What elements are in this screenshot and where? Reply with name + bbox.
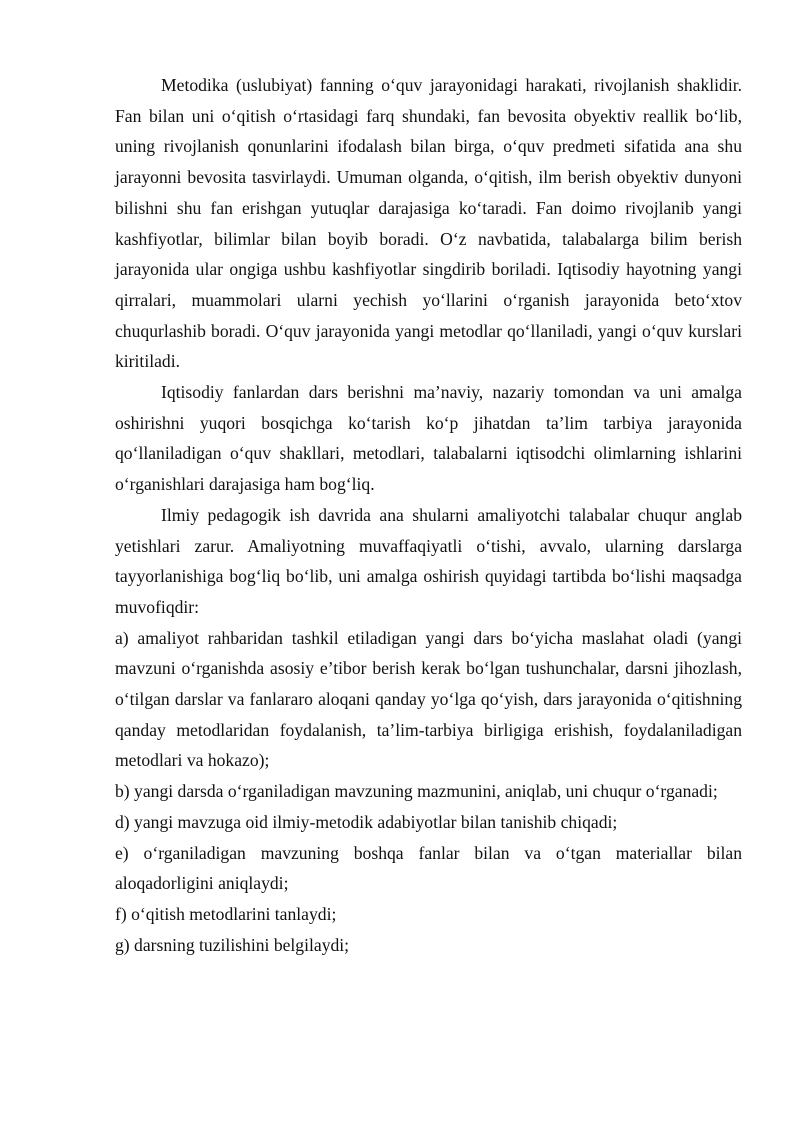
list-item-g: g) darsning tuzilishini belgilaydi;: [115, 934, 350, 955]
list-item-a: a) amaliyot rahbaridan tashkil etiladigan yangi dars bo‘yicha maslahat oladi (yangi mavzuni o‘rganishda asosiy e’tibor berish kerak bo‘lgan tushunchalar, darsni jihozlash, o‘tilgan darslar va fanlararo aloqani qanday yo‘lga qo‘yish, dars jarayonida o‘qitishning qanday metodlaridan foydalanish, ta’lim-tarbiya birligiga erishish, foydalaniladigan metodlari va hokazo);: [115, 627, 742, 771]
paragraph-methodology: Metodika (uslubiyat) fanning o‘quv jarayonidagi harakati, rivojlanish shaklidir. Fan bilan uni o‘qitish o‘rtasidagi farq shundaki, fan bevosita obyektiv reallik bo‘lib, uning rivojlanish qonunlarini ifodalash bilan birga, o‘quv predmeti sifatida ana shu jarayonni bevosita tasvirlaydi. Umuman olganda, o‘qitish, ilm berish obyektiv dunyoni bilishni shu fan erishgan yutuqlar darajasiga ko‘taradi. Fan doimo rivojlanib yangi kashfiyotlar, bilimlar bilan boyib boradi. O‘z navbatida, talabalarga bilim berish jarayonida ular ongiga ushbu kashfiyotlar singdirib boriladi. Iqtisodiy hayotning yangi qirralari, muammolari ularni yechish yo‘llarini o‘rganish jarayonida beto‘xtov chuqurlashib boradi. O‘quv jarayonida yangi metodlar qo‘llaniladi, yangi o‘quv kurslari kiritiladi.: [115, 75, 742, 372]
document-page: [115, 70, 742, 960]
list-item-f: f) o‘qitish metodlarini tanlaydi;: [115, 903, 337, 924]
paragraph-scientific-pedagogical: Ilmiy pedagogik ish davrida ana shularni amaliyotchi talabalar chuqur anglab yetishlari zarur. Amaliyotning muvaffaqiyatli o‘tishi, avvalo, ularning darslarga tayyorlanishiga bog‘liq bo‘lib, uni amalga oshirish quyidagi tartibda bo‘lishi maqsadga muvofiqdir:: [115, 504, 742, 617]
list-item-b: b) yangi darsda o‘rganiladigan mavzuning mazmunini, aniqlab, uni chuqur o‘rganadi;: [115, 781, 718, 802]
list-item-e: e) o‘rganiladigan mavzuning boshqa fanlar bilan va o‘tgan materiallar bilan aloqadorligini aniqlaydi;: [115, 842, 742, 894]
paragraph-economic-subjects: Iqtisodiy fanlardan dars berishni ma’naviy, nazariy tomondan va uni amalga oshirishni yuqori bosqichga ko‘tarish ko‘p jihatdan ta’lim tarbiya jarayonida qo‘llaniladigan o‘quv shakllari, metodlari, talabalarni iqtisodchi olimlarning ishlarini o‘rganishlari darajasiga ham bog‘liq.: [115, 382, 742, 495]
list-item-d: d) yangi mavzuga oid ilmiy-metodik adabiyotlar bilan tanishib chiqadi;: [115, 811, 618, 832]
